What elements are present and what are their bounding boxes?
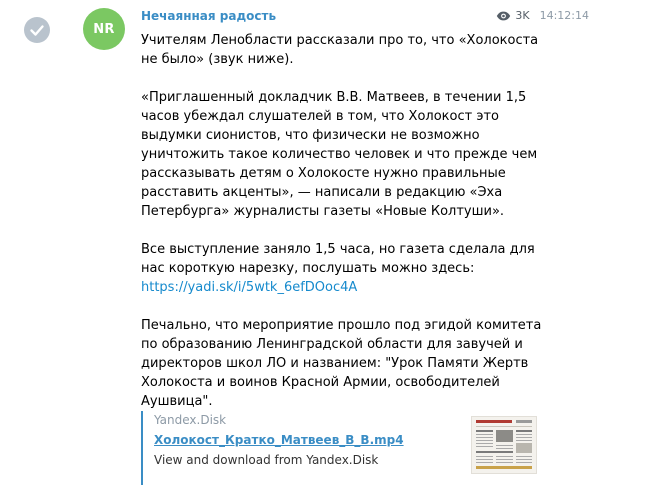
message-paragraph: Печально, что мероприятие прошло под эгидой комитета по образованию Ленинградской области для завучей и директоров школ ЛО и названием: "Урок Памяти Жертв Холокоста и воинов Красной Армии, освободителей Аушвица". <box>141 318 542 409</box>
message-paragraph: «Приглашенный докладчик В.В. Матвеев, в течении 1,5 часов убеждал слушателей в том, что Холокост это выдумки сионистов, что физически не возможно уничтожить такое количество человек и что прежде чем рассказывать детям о Холокосте нужно правильные расставить акценты», — написали в редакцию «Эха Петербурга» журналисты газеты «Новые Колтуши». <box>141 90 538 219</box>
message-paragraph: Учителям Ленобласти рассказали про то, что «Холокоста не было» (звук ниже). <box>141 33 539 67</box>
views-count: 3K <box>515 9 530 22</box>
message-meta <box>496 9 589 22</box>
select-message-check[interactable] <box>24 17 50 43</box>
author-name[interactable]: Нечаянная радость <box>141 9 277 23</box>
check-icon <box>24 17 50 43</box>
preview-description: View and download from Yandex.Disk <box>154 453 379 467</box>
preview-title[interactable]: Холокост_Кратко_Матвеев_В_В.mp4 <box>154 433 404 447</box>
yadisk-link[interactable]: https://yadi.sk/i/5wtk_6efDOoc4A <box>141 280 358 295</box>
avatar[interactable]: NR <box>83 8 125 50</box>
preview-thumbnail[interactable] <box>471 416 537 474</box>
link-preview[interactable] <box>141 411 538 485</box>
message-paragraph <box>141 240 551 297</box>
message-text <box>141 31 551 411</box>
message-paragraph-text: Все выступление заняло 1,5 часа, но газета сделала для нас короткую нарезку, послушать можно здесь: <box>141 242 535 276</box>
eye-icon <box>496 11 511 21</box>
message-time: 14:12:14 <box>539 9 589 22</box>
preview-site-name: Yandex.Disk <box>154 413 227 427</box>
newspaper-thumbnail-image <box>472 417 536 473</box>
